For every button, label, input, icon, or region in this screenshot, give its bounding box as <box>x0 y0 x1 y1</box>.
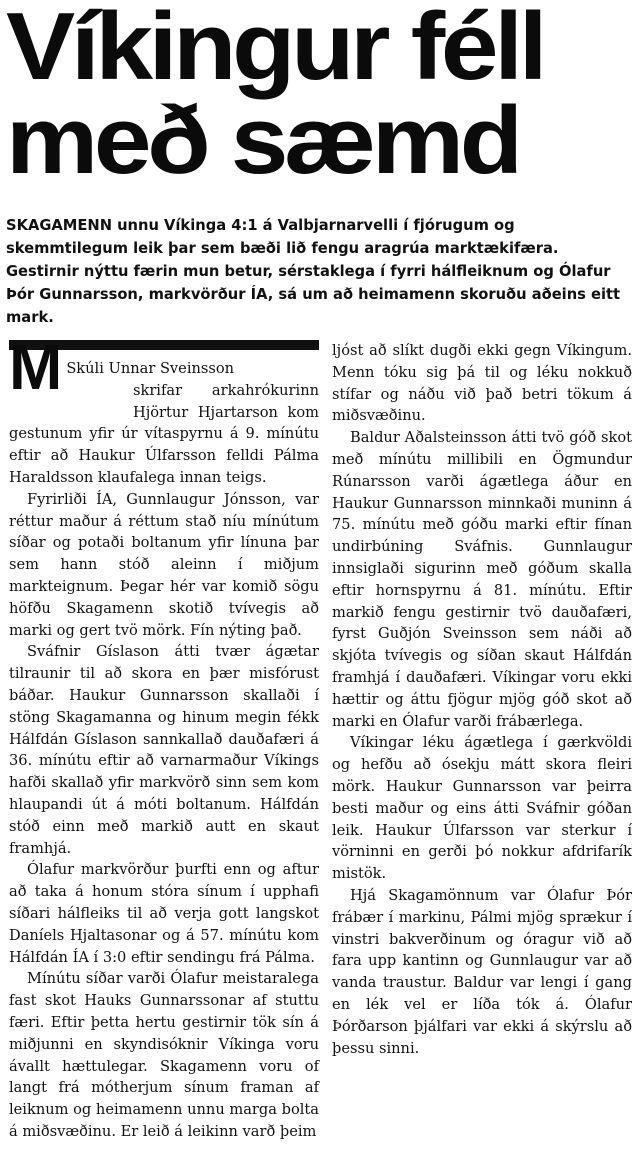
paragraph-7: Víkingar léku ágætlega í gærkvöldi og hefðu að ósekju mátt skora fleiri mörk. Haukur Gunnarsson var þeirra besti maður og eins átti Sváfnir góðan leik. Haukur Úlfarsson var sterkur í vörninni en gerði þó nokkur afdrifarík mistök. <box>332 734 632 883</box>
headline <box>6 0 636 194</box>
paragraph-1-text: arkahrókurinn Hjörtur Hjartarson kom gestunum yfir úr vítaspyrnu á 9. mínútu eftir að Haukur Úlfarsson felldi Pálma Haraldsson klaufalega innan teigs. <box>9 381 319 486</box>
article-column-left <box>9 331 319 1143</box>
byline-role: skrifar <box>133 381 183 399</box>
article-column-right <box>332 340 632 1059</box>
paragraph-6: Baldur Aðalsteinsson átti tvö góð skot með mínútu millibili en Ögmundur Rúnarsson varði ágætlega áður en Haukur Gunnarsson minnkaði muninn á 75. mínútu með góðu marki eftir fínan undirbúning Sváfnis. Gunnlaugur innsiglaði sigurinn með góðum skalla eftir hornspyrnu á 81. mínútu. Eftir markið fengu gestirnir tvö dauðafæri, fyrst Guðjón Sveinsson sem náði að skjóta tvívegis og síðan skaut Hálfdán framhjá í dauðafæri. Víkingar voru ekki hættir og áttu fjögur mjög góð skot að marki en Ólafur varði frábærlega. <box>332 429 632 730</box>
paragraph-5: Mínútu síðar varði Ólafur meistaralega fast skot Hauks Gunnarssonar af stuttu færi. Eftir þetta hertu gestirnir tök sín á miðjunni en skyndisóknir Víkinga voru ávallt hættulegar. Skagamenn voru of langt frá mótherjum sínum framan af leiknum og heimamenn unnu marga bolta á miðsvæðinu. Er leið á leikinn varð þeim <box>9 970 319 1140</box>
lede-paragraph: SKAGAMENN unnu Víkinga 4:1 á Valbjarnarvelli í fjórugum og skemmtilegum leik þar sem bæði lið fengu aragrúa marktækifæra. Gestirnir nýttu færin mun betur, sérstaklega í fyrri hálfleiknum og Ólafur Þór Gunnarsson, markvörður ÍA, sá um að heimamenn skoruðu aðeins eitt mark. <box>6 217 621 326</box>
paragraph-2: Fyrirliði ÍA, Gunnlaugur Jónsson, var réttur maður á réttum stað níu mínútum síðar og potaði boltanum yfir línuna þar sem hann stóð aleinn í miðjum markteignum. Þegar hér var komið sögu höfðu Skagamenn skotið tvívegis að marki og gert tvö mörk. Fín nýting það. <box>9 490 319 639</box>
dropcap: M <box>9 331 63 403</box>
byline-name: Skúli Unnar Sveinsson <box>66 360 235 377</box>
paragraph-8: Hjá Skagamönnum var Ólafur Þór frábær í markinu, Pálmi mjög sprækur í vinstri bakverðinum og óragur við að fara upp kantinn og Gunnlaugur var að vanda traustur. Baldur var lengi í gang en lék vel er líða tók á. Ólafur Þórðarson þjálfari var ekki á skýrslu að þessu sinni. <box>332 886 632 1057</box>
paragraph-4: Ólafur markvörður þurfti enn og aftur að taka á honum stóra sínum í upphafi síðari hálfleiks til að verja gott langskot Daníels Hjaltasonar og á 57. mínútu kom Hálfdán ÍA í 3:0 eftir sendingu frá Pálma. <box>9 861 319 966</box>
headline-line-1: Víkingur féll <box>6 0 544 100</box>
paragraph-5-continued: ljóst að slíkt dugði ekki gegn Víkingum. Menn tóku sig þá til og léku nokkuð stífar og náðu við það betri tökum á miðsvæðinu. <box>332 342 632 425</box>
paragraph-3: Sváfnir Gíslason átti tvær ágætar tilraunir til að skora en þær misfórust báðar. Haukur Gunnarsson skallaði í stöng Skagamanna og hinum megin fékk Hálfdán Gíslason sannkallað dauðafæri á 36. mínútu eftir að varnarmaður Víkings hafði skallað yfir markvörð sinn sem kom hlaupandi út á móti boltanum. Hálfdán stóð einn með markið autt en skaut framhjá. <box>9 643 319 857</box>
headline-line-2: með sæmd <box>6 87 519 194</box>
